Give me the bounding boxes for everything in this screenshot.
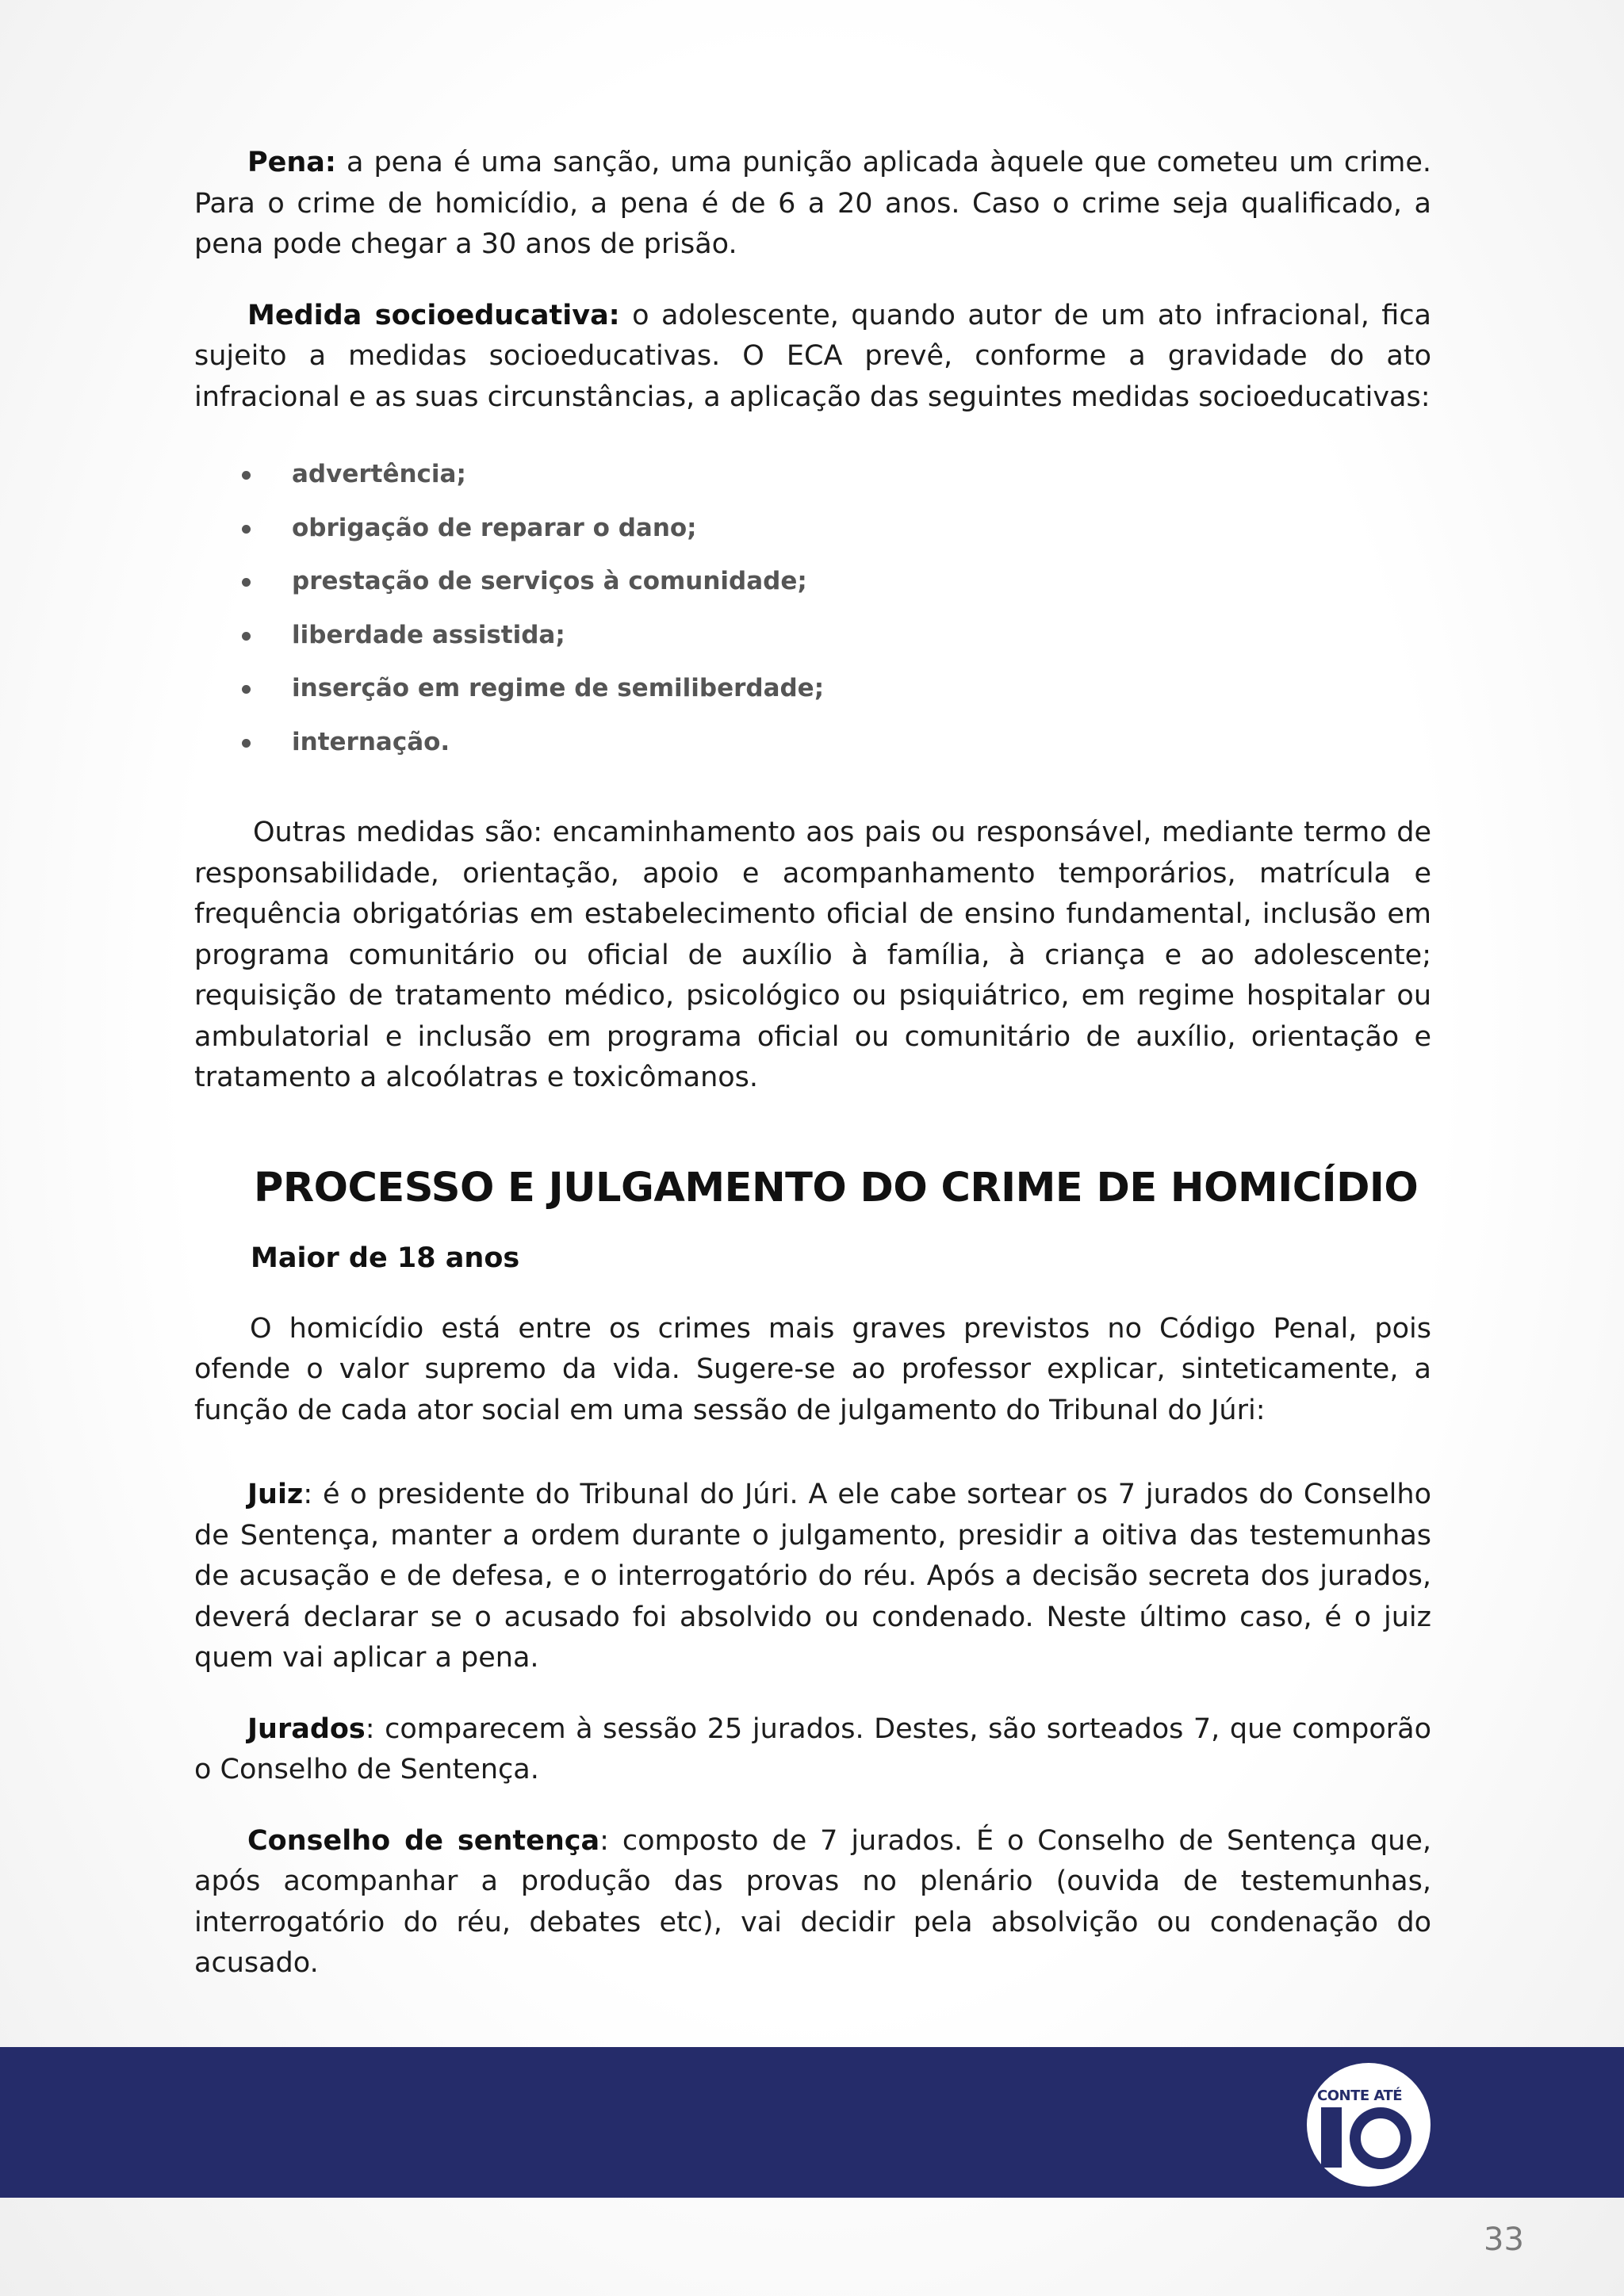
logo-digit-one	[1321, 2107, 1342, 2168]
list-item-text: internação.	[292, 727, 450, 756]
list-item-text: advertência;	[292, 460, 466, 488]
paragraph-juiz	[194, 1475, 1431, 1679]
text-pena: a pena é uma sanção, uma punição aplicada àquele que cometeu um crime. Para o crime de homicídio, a pena é de 6 a 20 anos. Caso o crime seja qualificado, a pena pode chegar a 30 anos de prisão.	[194, 147, 1431, 260]
section-title: PROCESSO E JULGAMENTO DO CRIME DE HOMICÍDIO	[254, 1164, 1419, 1211]
list-item-text: obrigação de reparar o dano;	[292, 513, 697, 542]
subheading-maior-18: Maior de 18 anos	[251, 1242, 520, 1274]
term-jurados: Jurados	[247, 1712, 366, 1745]
conte-ate-10-logo-icon	[1307, 2063, 1431, 2187]
paragraph-conselho	[194, 1821, 1431, 1984]
logo-text: CONTE ATÉ	[1317, 2087, 1403, 2104]
paragraph-pena	[194, 143, 1431, 266]
term-juiz: Juiz	[247, 1479, 304, 1510]
list-item	[194, 662, 1431, 716]
text-jurados: : comparecem à sessão 25 jurados. Destes, são sorteados 7, que comporão o Conselho de Sentença.	[194, 1712, 1431, 1785]
list-item	[194, 502, 1431, 556]
text-conselho: : composto de 7 jurados. É o Conselho de Sentença que, após acompanhar a produção das provas no plenário (ouvida de testemunhas, interrogatório do réu, debates etc), vai decidir pela absolvição ou condenação do acusado.	[194, 1824, 1432, 1979]
paragraph-intro: O homicídio está entre os crimes mais graves previstos no Código Penal, pois ofende o valor supremo da vida. Sugere-se ao professor explicar, sinteticamente, a função de cada ator social em uma sessão de julgamento do Tribunal do Júri:	[194, 1312, 1431, 1426]
list-item	[194, 555, 1431, 609]
paragraph-medida-socioeducativa	[194, 296, 1431, 419]
list-item	[194, 448, 1431, 502]
bullet-icon	[242, 525, 251, 534]
bullet-icon	[242, 685, 251, 694]
list-item	[194, 609, 1431, 663]
term-conselho: Conselho de sentença	[247, 1824, 600, 1857]
page-content	[194, 143, 1431, 1984]
list-item	[194, 716, 1431, 770]
list-item-text: prestação de serviços à comunidade;	[292, 567, 807, 595]
logo-digit-zero	[1350, 2107, 1411, 2169]
bullet-icon	[242, 632, 251, 641]
page-number: 33	[1484, 2221, 1524, 2258]
bullet-icon	[242, 471, 251, 480]
list-item-text: inserção em regime de semiliberdade;	[292, 674, 825, 702]
paragraph-outras-medidas: Outras medidas são: encaminhamento aos pais ou responsável, mediante termo de responsabilidade, orientação, apoio e acompanhamento temporários, matrícula e frequência obrigatórias em estabelecimento oficial de ensino fundamental, inclusão em programa comunitário ou oficial de auxílio à família, à criança e ao adolescente; requisição de tratamento médico, psicológico ou psiquiátrico, em regime hospitalar ou ambulatorial e inclusão em programa oficial ou comunitário de auxílio, orientação e tratamento a alcoólatras e toxicômanos.	[194, 817, 1431, 1093]
bullet-icon	[242, 578, 251, 587]
bullet-icon	[242, 739, 251, 748]
term-pena: Pena:	[247, 147, 336, 178]
list-item-text: liberdade assistida;	[292, 620, 565, 649]
text-medida-socioeducativa: o adolescente, quando autor de um ato infracional, fica sujeito a medidas socioeducativas. O ECA prevê, conforme a gravidade do ato infracional e as suas circunstâncias, a aplicação das seguintes medidas socioeducativas:	[194, 299, 1432, 413]
term-medida-socioeducativa: Medida socioeducativa:	[247, 299, 620, 331]
medidas-list	[194, 448, 1431, 769]
text-juiz: : é o presidente do Tribunal do Júri. A ele cabe sortear os 7 jurados do Conselho de Sentença, manter a ordem durante o julgamento, presidir a oitiva das testemunhas de acusação e de defesa, e o interrogatório do réu. Após a decisão secreta dos jurados, deverá declarar se o acusado foi absolvido ou condenado. Neste último caso, é o juiz quem vai aplicar a pena.	[194, 1479, 1431, 1674]
paragraph-jurados	[194, 1709, 1431, 1791]
